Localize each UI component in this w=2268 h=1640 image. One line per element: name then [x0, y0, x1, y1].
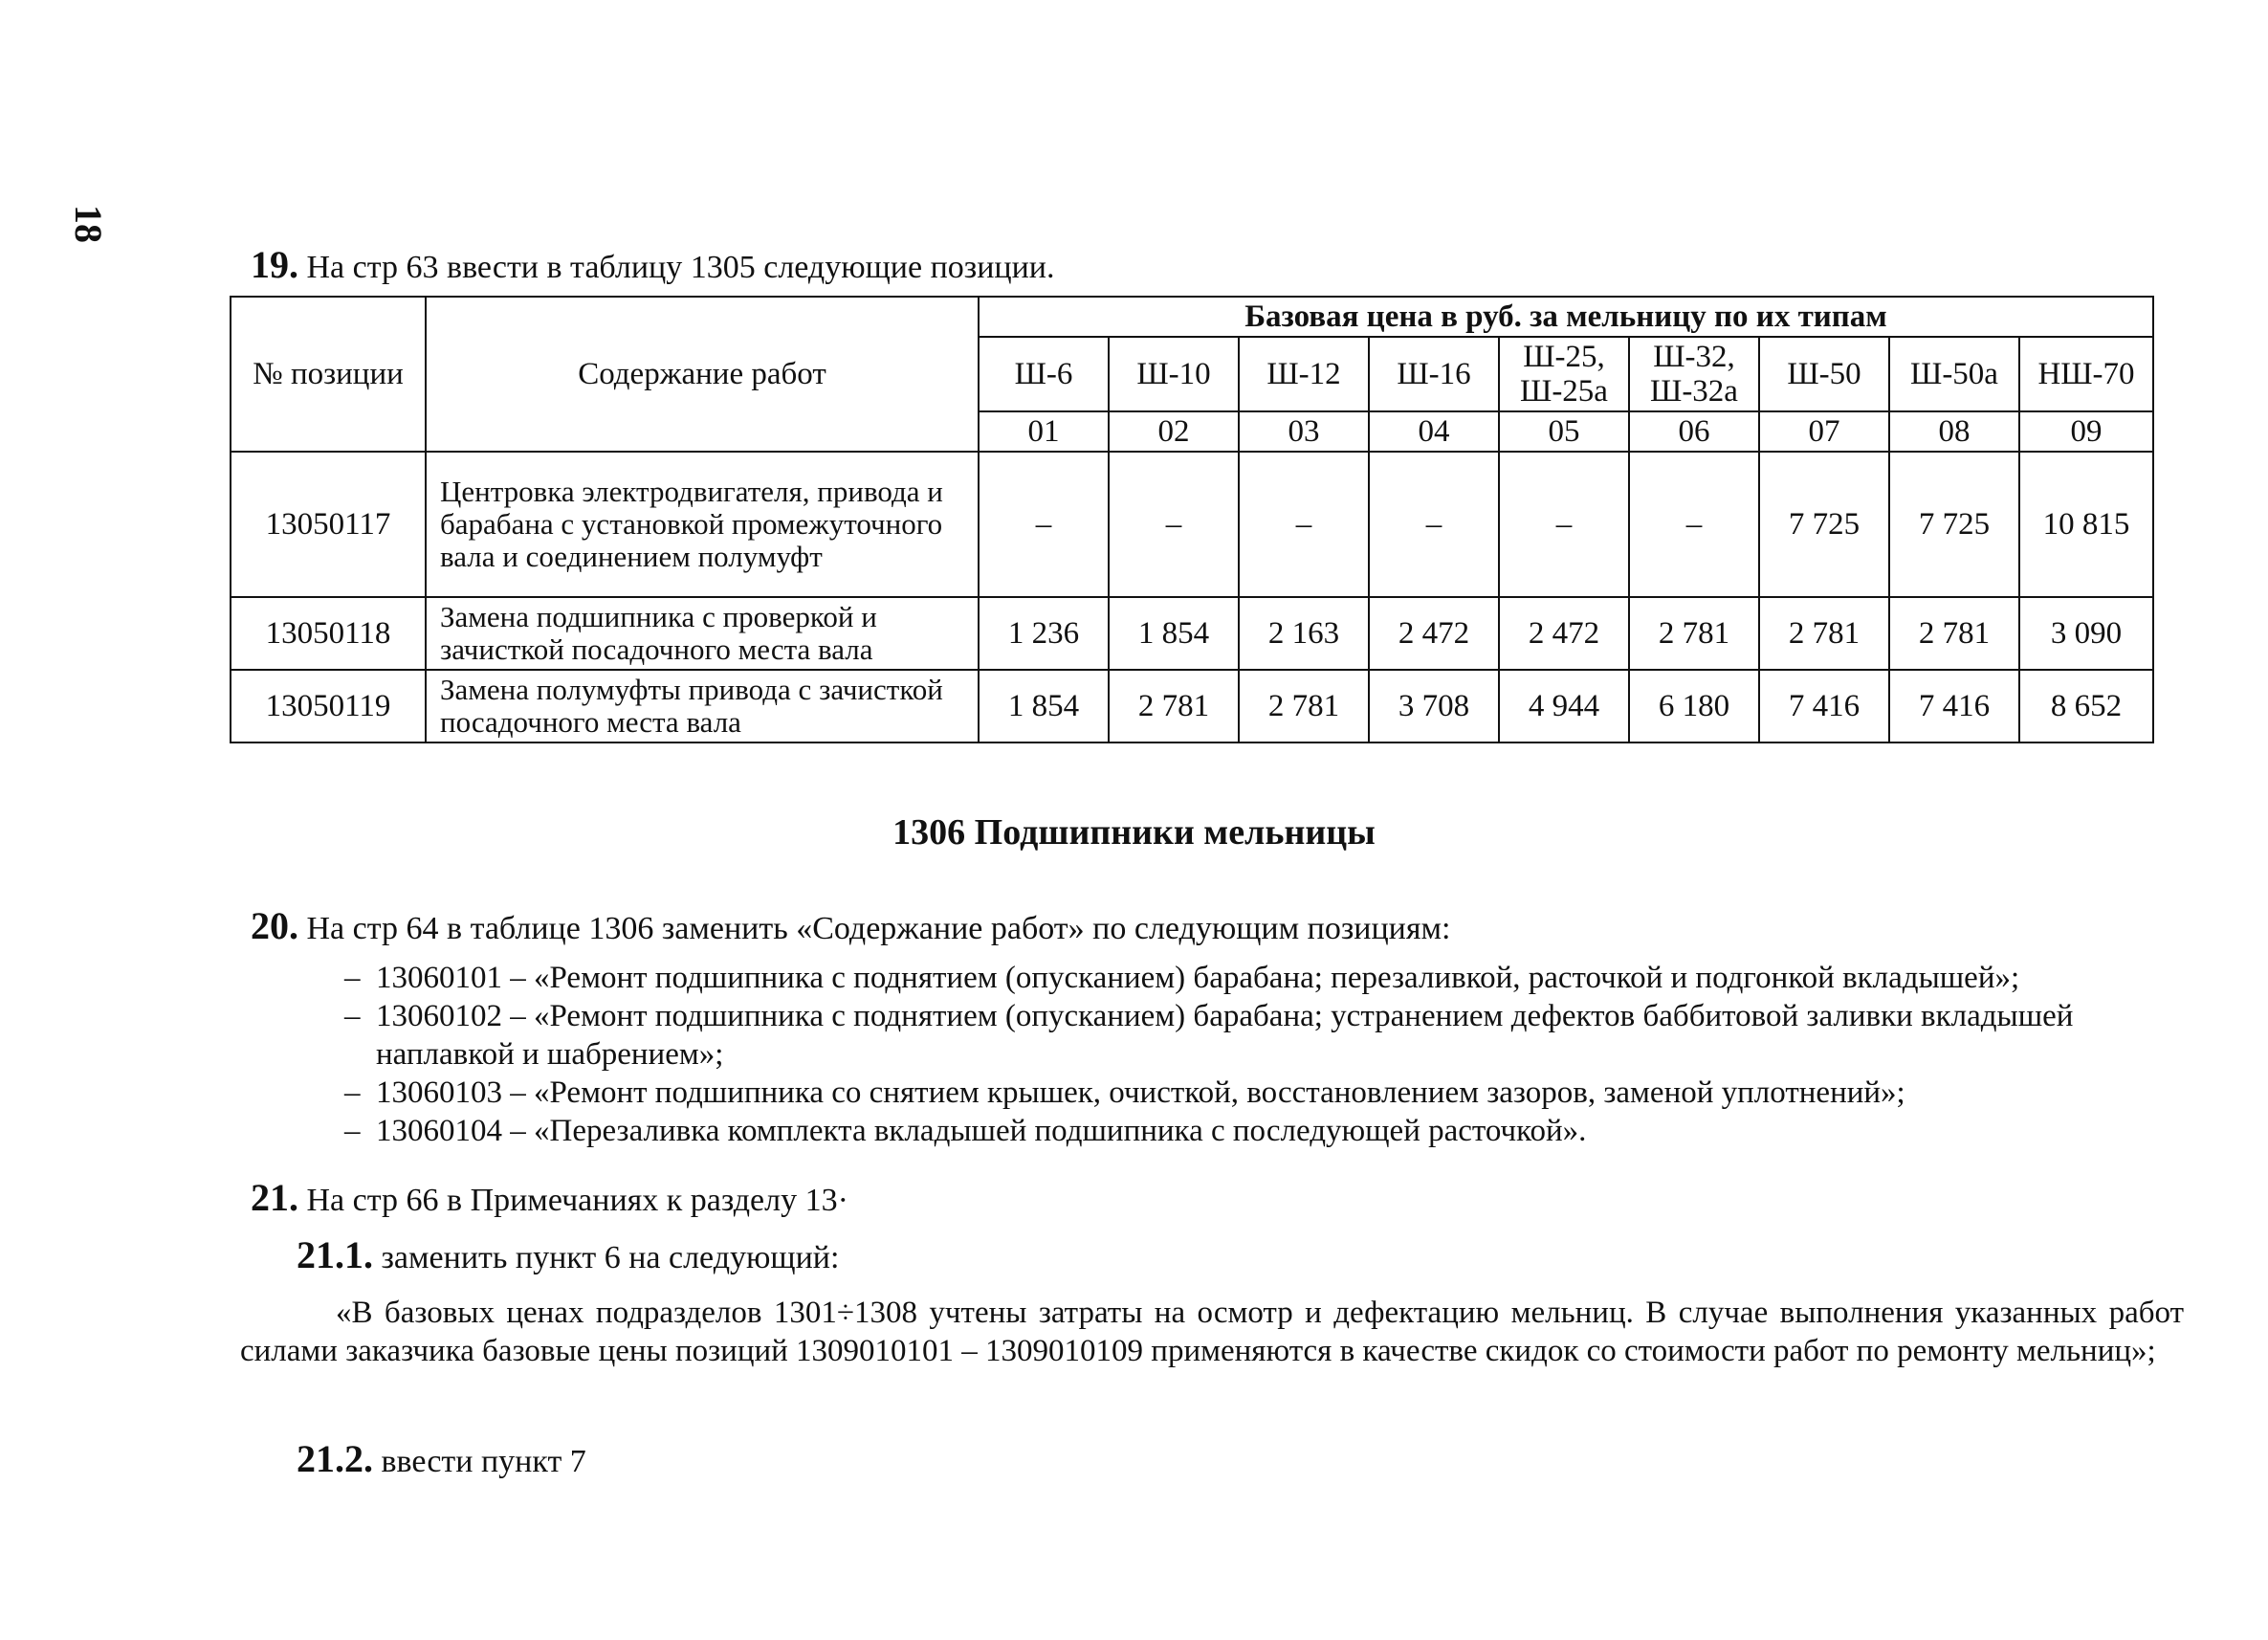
price-cell: 10 815 [2019, 452, 2153, 597]
price-cell: 4 944 [1499, 670, 1629, 742]
price-cell: 3 090 [2019, 597, 2153, 670]
header-type: Ш-50а [1889, 337, 2019, 411]
header-code: 05 [1499, 411, 1629, 452]
header-code: 06 [1629, 411, 1759, 452]
header-code: 01 [979, 411, 1109, 452]
price-cell: 7 416 [1889, 670, 2019, 742]
price-cell: 1 854 [979, 670, 1109, 742]
header-position: № позиции [231, 297, 426, 452]
header-code: 08 [1889, 411, 2019, 452]
price-cell: 2 781 [1759, 597, 1889, 670]
table-row [231, 670, 2153, 742]
price-cell: – [979, 452, 1109, 597]
price-cell: 7 725 [1759, 452, 1889, 597]
list-item-text: 13060101 – «Ремонт подшипника с поднятием (опусканием) барабана; перезаливкой, расточкой и подгонкой вкладышей»; [376, 961, 2020, 995]
list-item [344, 1112, 2162, 1150]
price-cell: 6 180 [1629, 670, 1759, 742]
price-cell: 8 652 [2019, 670, 2153, 742]
list-dash: – [344, 1114, 361, 1148]
section-title: 1306 Подшипники мельницы [892, 812, 1376, 853]
list-item-text: 13060103 – «Ремонт подшипника со снятием крышек, очисткой, восстановлением зазоров, заменой уплотнений»; [376, 1075, 1905, 1110]
item-20-number: 20. [251, 904, 298, 947]
header-type: Ш-16 [1369, 337, 1499, 411]
price-cell: 2 781 [1629, 597, 1759, 670]
work-cell: Замена полумуфты привода с зачисткой посадочного места вала [426, 670, 979, 742]
item-20-line [251, 904, 1451, 948]
replacement-list [344, 959, 2162, 1150]
list-item-text: 13060102 – «Ремонт подшипника с поднятием (опусканием) барабана; устранением дефектов баббитовой заливки вкладышей наплавкой и шабрением»; [376, 999, 2074, 1072]
price-cell: – [1239, 452, 1369, 597]
header-code: 04 [1369, 411, 1499, 452]
list-item [344, 959, 2162, 997]
item-21-2-text: ввести пункт 7 [381, 1444, 586, 1479]
price-cell: 2 781 [1109, 670, 1239, 742]
item-21-1-text: заменить пункт 6 на следующий: [381, 1240, 840, 1275]
header-work: Содержание работ [426, 297, 979, 452]
list-dash: – [344, 999, 361, 1033]
price-cell: 7 725 [1889, 452, 2019, 597]
table-row [231, 597, 2153, 670]
header-type: Ш-12 [1239, 337, 1369, 411]
header-type: НШ-70 [2019, 337, 2153, 411]
price-cell: 1 854 [1109, 597, 1239, 670]
work-cell: Центровка электродвигателя, привода и барабана с установкой промежуточного вала и соединением полумуфт [426, 452, 979, 597]
replacement-quote: «В базовых ценах подразделов 1301÷1308 учтены затраты на осмотр и дефектацию мельниц. В случае выполнения указанных работ силами заказчика базовые цены позиций 1309010101 – 1309010109 применяются в качестве скидок со стоимости работ по ремонту мельниц»; [240, 1296, 2184, 1368]
position-cell: 13050119 [231, 670, 426, 742]
list-dash: – [344, 961, 361, 995]
price-cell: – [1499, 452, 1629, 597]
price-cell: 7 416 [1759, 670, 1889, 742]
item-20-text: На стр 64 в таблице 1306 заменить «Содержание работ» по следующим позициям: [306, 911, 1451, 946]
page-number: 18 [67, 205, 110, 243]
price-cell: – [1369, 452, 1499, 597]
item-21-1-number: 21.1. [297, 1233, 373, 1276]
price-cell: – [1629, 452, 1759, 597]
price-table-wrapper [230, 296, 2152, 743]
item-21-number: 21. [251, 1176, 298, 1219]
position-cell: 13050117 [231, 452, 426, 597]
price-cell: 1 236 [979, 597, 1109, 670]
item-21-line [251, 1176, 848, 1220]
header-price-group: Базовая цена в руб. за мельницу по их типам [979, 297, 2153, 337]
item-19-number: 19. [251, 243, 298, 286]
item-19-text: На стр 63 ввести в таблицу 1305 следующие позиции. [306, 250, 1055, 285]
list-item [344, 1074, 2162, 1112]
header-type: Ш-50 [1759, 337, 1889, 411]
work-cell: Замена подшипника с проверкой и зачисткой посадочного места вала [426, 597, 979, 670]
list-dash: – [344, 1075, 361, 1110]
price-cell: – [1109, 452, 1239, 597]
item-21-2-line [297, 1437, 586, 1481]
header-code: 02 [1109, 411, 1239, 452]
header-type: Ш-25, Ш-25а [1499, 337, 1629, 411]
price-cell: 2 472 [1369, 597, 1499, 670]
list-item [344, 997, 2162, 1074]
position-cell: 13050118 [231, 597, 426, 670]
price-table [230, 296, 2154, 743]
header-code: 07 [1759, 411, 1889, 452]
price-cell: 3 708 [1369, 670, 1499, 742]
header-type: Ш-10 [1109, 337, 1239, 411]
price-cell: 2 472 [1499, 597, 1629, 670]
header-type: Ш-32, Ш-32а [1629, 337, 1759, 411]
header-code: 09 [2019, 411, 2153, 452]
list-item-text: 13060104 – «Перезаливка комплекта вкладышей подшипника с последующей расточкой». [376, 1114, 1587, 1148]
price-cell: 2 781 [1889, 597, 2019, 670]
item-19-line [251, 243, 1055, 287]
item-21-1-line [297, 1233, 840, 1277]
item-21-2-number: 21.2. [297, 1437, 373, 1480]
table-row [231, 452, 2153, 597]
header-code: 03 [1239, 411, 1369, 452]
header-type: Ш-6 [979, 337, 1109, 411]
item-21-text: На стр 66 в Примечаниях к разделу 13· [306, 1183, 848, 1218]
price-cell: 2 781 [1239, 670, 1369, 742]
price-cell: 2 163 [1239, 597, 1369, 670]
